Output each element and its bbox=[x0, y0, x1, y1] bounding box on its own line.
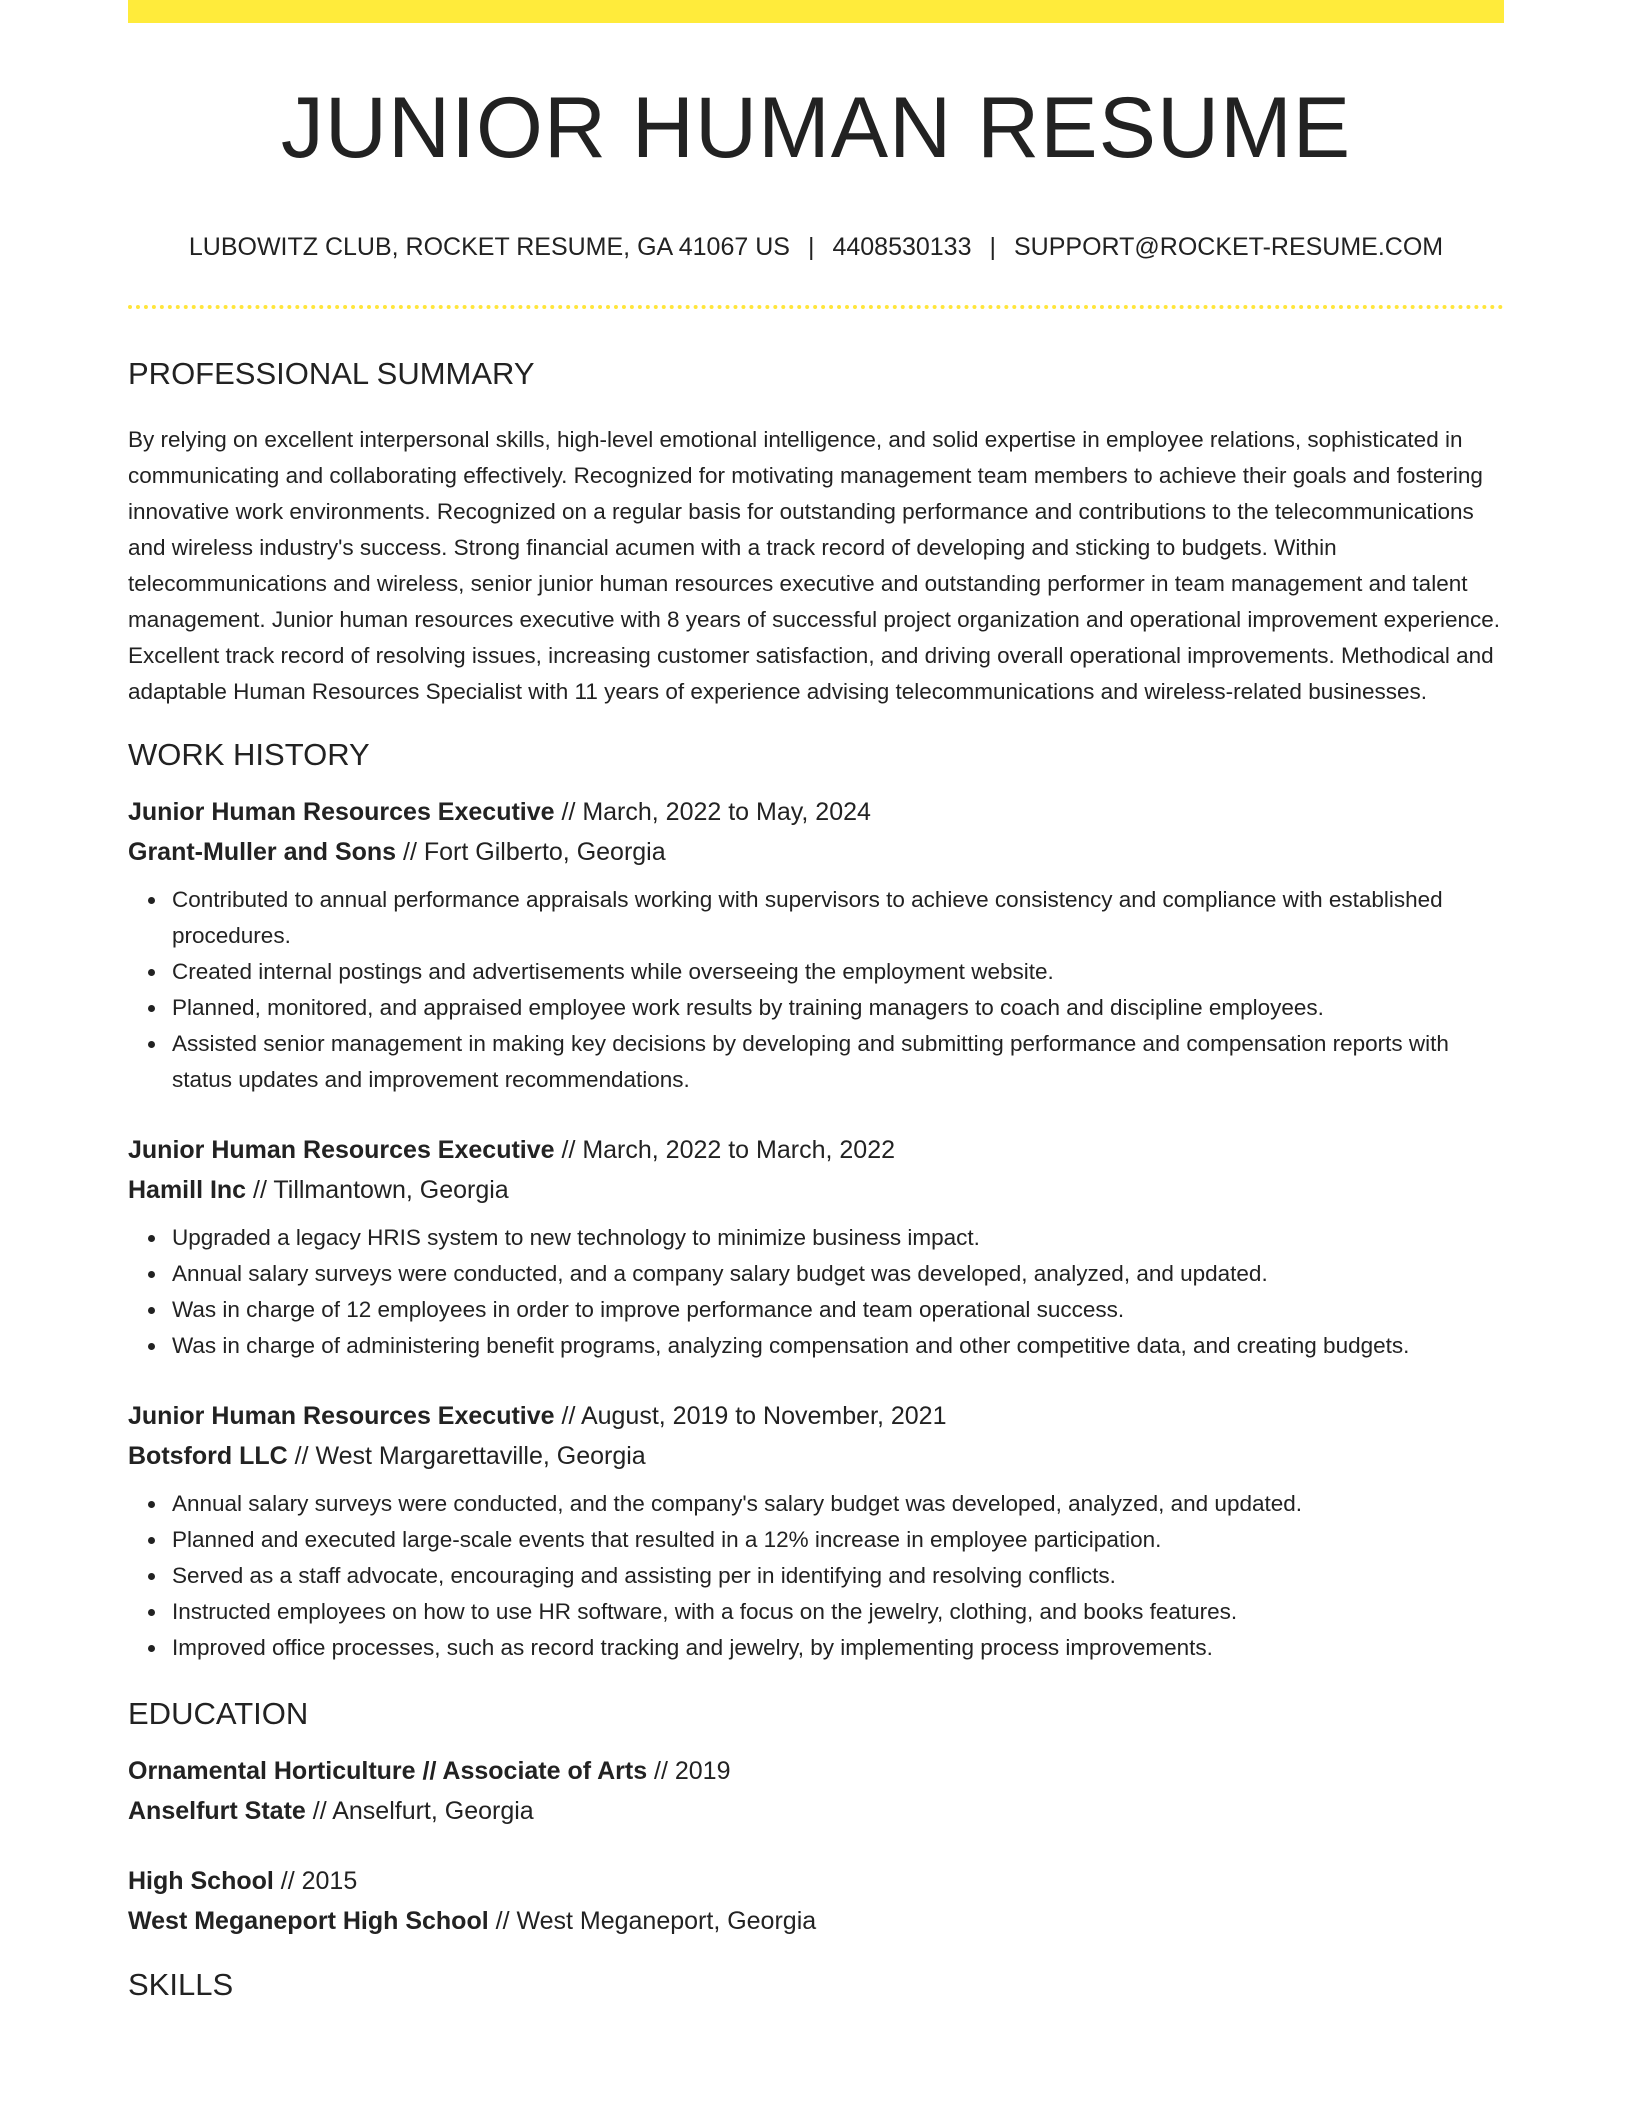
job-bullet: Annual salary surveys were conducted, and the company's salary budget was developed, analyzed, and updated. bbox=[172, 1486, 1504, 1522]
education-heading: EDUCATION bbox=[128, 1696, 309, 1731]
work-history-heading: WORK HISTORY bbox=[128, 737, 370, 772]
job-location: // West Margarettaville, Georgia bbox=[287, 1442, 646, 1470]
contact-separator: | bbox=[807, 233, 815, 261]
job-company-line bbox=[128, 1436, 1504, 1476]
job-bullet: Contributed to annual performance appraisals working with supervisors to achieve consistency and compliance with established procedures. bbox=[172, 882, 1504, 954]
education-degree-line bbox=[128, 1861, 1504, 1901]
job-bullet: Was in charge of 12 employees in order to improve performance and team operational success. bbox=[172, 1292, 1504, 1328]
education-school: West Meganeport High School bbox=[128, 1907, 489, 1935]
job-bullet: Improved office processes, such as record tracking and jewelry, by implementing process improvements. bbox=[172, 1630, 1504, 1666]
resume-name: JUNIOR HUMAN RESUME bbox=[280, 80, 1352, 176]
job-title-line bbox=[128, 792, 1504, 832]
job-company: Botsford LLC bbox=[128, 1442, 288, 1470]
job-title: Junior Human Resources Executive bbox=[128, 1136, 555, 1164]
skills-heading: SKILLS bbox=[128, 1967, 234, 2002]
education-school-line bbox=[128, 1901, 1504, 1941]
job-bullet: Instructed employees on how to use HR software, with a focus on the jewelry, clothing, and books features. bbox=[172, 1594, 1504, 1630]
top-accent-bar bbox=[128, 0, 1504, 23]
job-entry bbox=[128, 792, 1504, 1098]
contact-line bbox=[128, 235, 1504, 260]
job-location: // Fort Gilberto, Georgia bbox=[396, 838, 666, 866]
education-year: // 2019 bbox=[647, 1757, 731, 1785]
education-entry bbox=[128, 1751, 1504, 1831]
job-bullets bbox=[128, 1220, 1504, 1364]
job-bullet: Was in charge of administering benefit programs, analyzing compensation and other competitive data, and creating budgets. bbox=[172, 1328, 1504, 1364]
contact-phone: 4408530133 bbox=[832, 233, 972, 261]
resume-page bbox=[128, 0, 1504, 2000]
job-location: // Tillmantown, Georgia bbox=[246, 1176, 509, 1204]
job-bullet: Created internal postings and advertisements while overseeing the employment website. bbox=[172, 954, 1504, 990]
job-company-line bbox=[128, 832, 1504, 872]
education-degree: High School bbox=[128, 1867, 274, 1895]
summary-heading: PROFESSIONAL SUMMARY bbox=[128, 356, 535, 391]
education-degree-line bbox=[128, 1751, 1504, 1791]
job-title-line bbox=[128, 1130, 1504, 1170]
job-bullets bbox=[128, 1486, 1504, 1666]
education-year: // 2015 bbox=[273, 1867, 358, 1895]
job-bullets bbox=[128, 882, 1504, 1098]
job-bullet: Annual salary surveys were conducted, and a company salary budget was developed, analyzed, and updated. bbox=[172, 1256, 1504, 1292]
job-bullet: Assisted senior management in making key decisions by developing and submitting performance and compensation reports with status updates and improvement recommendations. bbox=[172, 1026, 1504, 1098]
job-company: Grant-Muller and Sons bbox=[128, 838, 397, 866]
header-divider bbox=[128, 305, 1504, 309]
job-bullet: Served as a staff advocate, encouraging and assisting per in identifying and resolving conflicts. bbox=[172, 1558, 1504, 1594]
job-bullet: Upgraded a legacy HRIS system to new technology to minimize business impact. bbox=[172, 1220, 1504, 1256]
job-dates: // August, 2019 to November, 2021 bbox=[554, 1402, 947, 1430]
job-company-line bbox=[128, 1170, 1504, 1210]
job-dates: // March, 2022 to May, 2024 bbox=[554, 798, 871, 826]
education-degree: Ornamental Horticulture // Associate of Arts bbox=[128, 1757, 648, 1785]
education-location: // West Meganeport, Georgia bbox=[488, 1907, 817, 1935]
contact-separator: | bbox=[989, 233, 996, 261]
education-school-line bbox=[128, 1791, 1504, 1831]
job-entry bbox=[128, 1130, 1504, 1364]
job-bullet: Planned, monitored, and appraised employee work results by training managers to coach and discipline employees. bbox=[172, 990, 1504, 1026]
education-entry bbox=[128, 1861, 1504, 1941]
contact-address: LUBOWITZ CLUB, ROCKET RESUME, GA 41067 US bbox=[188, 233, 790, 261]
summary-text: By relying on excellent interpersonal skills, high-level emotional intelligence, and solid expertise in employee relations, sophisticated in communicating and collaborating effectively. Recognized for motivating management team members to achieve their goals and fostering innovative work environments. Recognized on a regular basis for outstanding performance and contributions to the telecommunications and wireless industry's success. Strong financial acumen with a track record of developing and sticking to budgets. Within telecommunications and wireless, senior junior human resources executive and outstanding performer in team management and talent management. Junior human resources executive with 8 years of successful project organization and operational improvement experience. Excellent track record of resolving issues, increasing customer satisfaction, and driving overall operational improvements. Methodical and adaptable Human Resources Specialist with 11 years of experience advising telecommunications and wireless-related businesses. bbox=[128, 427, 1500, 704]
job-company: Hamill Inc bbox=[128, 1176, 247, 1204]
job-bullet: Planned and executed large-scale events that resulted in a 12% increase in employee participation. bbox=[172, 1522, 1504, 1558]
job-title: Junior Human Resources Executive bbox=[128, 798, 555, 826]
education-school: Anselfurt State bbox=[128, 1797, 306, 1825]
job-entry bbox=[128, 1396, 1504, 1666]
job-title: Junior Human Resources Executive bbox=[128, 1402, 555, 1430]
job-dates: // March, 2022 to March, 2022 bbox=[554, 1136, 896, 1164]
contact-email: SUPPORT@ROCKET-RESUME.COM bbox=[1014, 233, 1444, 261]
education-location: // Anselfurt, Georgia bbox=[305, 1797, 534, 1825]
job-title-line bbox=[128, 1396, 1504, 1436]
